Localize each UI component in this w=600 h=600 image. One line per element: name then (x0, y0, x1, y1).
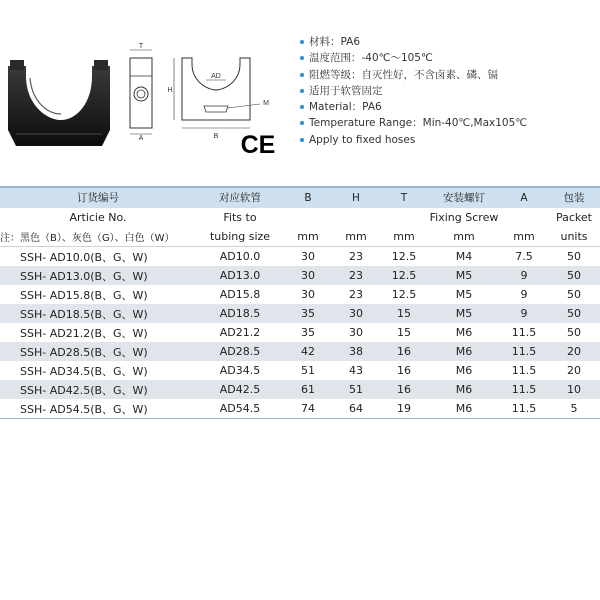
spec-item (300, 99, 527, 115)
col-header-t-en (380, 208, 428, 228)
cell-packet: 20 (548, 361, 600, 380)
cell-t: 16 (380, 342, 428, 361)
cell-tubing: AD42.5 (196, 380, 284, 399)
label-h: H (167, 87, 173, 94)
cell-h: 23 (332, 247, 380, 267)
cell-article: SSH- AD54.5(B、G、W) (0, 399, 196, 419)
header-row-cn (0, 187, 600, 208)
table-row (0, 285, 600, 304)
col-header-screw-cn: 安装螺钉 (428, 187, 500, 208)
table-row (0, 399, 600, 419)
bullet-icon (300, 40, 304, 44)
cell-b: 35 (284, 323, 332, 342)
unit-packet: units (548, 227, 600, 247)
label-t: T (138, 43, 144, 50)
spec-text: Apply to fixed hoses (309, 133, 416, 146)
label-a: A (138, 135, 144, 140)
cell-b: 30 (284, 285, 332, 304)
header-row-en (0, 208, 600, 228)
unit-a: mm (500, 227, 548, 247)
col-header-h: H (332, 187, 380, 208)
cell-article: SSH- AD28.5(B、G、W) (0, 342, 196, 361)
cell-t: 16 (380, 361, 428, 380)
spec-text: Temperature Range：Min-40℃,Max105℃ (309, 117, 528, 130)
cell-b: 30 (284, 247, 332, 267)
cell-a: 11.5 (500, 342, 548, 361)
spec-item (300, 67, 527, 83)
cell-tubing: AD21.2 (196, 323, 284, 342)
header-row-units (0, 227, 600, 247)
cell-b: 61 (284, 380, 332, 399)
table-row (0, 361, 600, 380)
col-header-tubing-en: Fits to (196, 208, 284, 228)
bullet-icon (300, 56, 304, 60)
label-b: B (213, 133, 219, 140)
cell-tubing: AD15.8 (196, 285, 284, 304)
cell-a: 11.5 (500, 361, 548, 380)
cell-packet: 50 (548, 323, 600, 342)
spec-item (300, 34, 527, 50)
col-header-packet-cn: 包装 (548, 187, 600, 208)
cell-a: 11.5 (500, 380, 548, 399)
spec-table-wrapper (0, 186, 600, 419)
cell-packet: 50 (548, 266, 600, 285)
spec-text: 温度范围：-40℃～105℃ (309, 52, 433, 65)
bullet-icon (300, 121, 304, 125)
cell-t: 16 (380, 380, 428, 399)
cell-tubing: AD13.0 (196, 266, 284, 285)
col-header-packet-en: Packet (548, 208, 600, 228)
col-header-article-en: Articie No. (0, 208, 196, 228)
table-row (0, 323, 600, 342)
bullet-icon (300, 73, 304, 77)
spec-text: 阻燃等级：自灭性好，不含卤素、磷、镉 (309, 68, 498, 81)
cell-a: 9 (500, 266, 548, 285)
ce-mark-text: CE (240, 131, 276, 158)
cell-b: 42 (284, 342, 332, 361)
bullet-icon (300, 89, 304, 93)
technical-drawing (120, 42, 280, 140)
table-row (0, 304, 600, 323)
cell-a: 11.5 (500, 323, 548, 342)
cell-article: SSH- AD13.0(B、G、W) (0, 266, 196, 285)
cell-screw: M4 (428, 247, 500, 267)
cell-screw: M6 (428, 399, 500, 419)
cell-tubing: AD54.5 (196, 399, 284, 419)
cell-screw: M5 (428, 285, 500, 304)
cell-article: SSH- AD21.2(B、G、W) (0, 323, 196, 342)
cell-screw: M6 (428, 380, 500, 399)
cell-tubing: AD10.0 (196, 247, 284, 267)
unit-h: mm (332, 227, 380, 247)
cell-h: 43 (332, 361, 380, 380)
cell-b: 35 (284, 304, 332, 323)
table-row (0, 266, 600, 285)
col-header-screw-en: Fixing Screw (428, 208, 500, 228)
cell-tubing: AD34.5 (196, 361, 284, 380)
cell-article: SSH- AD18.5(B、G、W) (0, 304, 196, 323)
cell-article: SSH- AD10.0(B、G、W) (0, 247, 196, 267)
ce-mark-logo (238, 130, 278, 158)
cell-b: 30 (284, 266, 332, 285)
bullet-icon (300, 138, 304, 142)
col-header-tubing-cn: 对应软管 (196, 187, 284, 208)
product-photo (4, 54, 114, 146)
cell-a: 9 (500, 304, 548, 323)
cell-h: 64 (332, 399, 380, 419)
cell-t: 12.5 (380, 247, 428, 267)
cell-packet: 20 (548, 342, 600, 361)
col-header-tubing-size: tubing size (196, 227, 284, 247)
cell-tubing: AD28.5 (196, 342, 284, 361)
spec-text: 适用于软管固定 (309, 84, 383, 97)
unit-t: mm (380, 227, 428, 247)
cell-h: 23 (332, 285, 380, 304)
spec-item (300, 132, 527, 148)
col-header-b: B (284, 187, 332, 208)
cell-t: 12.5 (380, 285, 428, 304)
cell-a: 7.5 (500, 247, 548, 267)
col-header-b-en (284, 208, 332, 228)
cell-packet: 50 (548, 285, 600, 304)
label-m: M (263, 100, 269, 107)
cell-h: 51 (332, 380, 380, 399)
cell-packet: 50 (548, 304, 600, 323)
col-header-h-en (332, 208, 380, 228)
col-header-article-cn: 订货编号 (0, 187, 196, 208)
cell-screw: M6 (428, 342, 500, 361)
cell-t: 15 (380, 323, 428, 342)
table-row (0, 247, 600, 267)
spec-text: Material：PA6 (309, 101, 382, 114)
col-header-a-en (500, 208, 548, 228)
table-row (0, 380, 600, 399)
cell-screw: M5 (428, 304, 500, 323)
color-legend-note: 注：黑色（B）、灰色（G）、白色（W） (0, 227, 196, 247)
col-header-a: A (500, 187, 548, 208)
unit-screw: mm (428, 227, 500, 247)
cell-b: 51 (284, 361, 332, 380)
table-row (0, 342, 600, 361)
cell-h: 38 (332, 342, 380, 361)
label-ad: AD (211, 73, 221, 80)
cell-packet: 10 (548, 380, 600, 399)
cell-screw: M5 (428, 266, 500, 285)
cell-screw: M6 (428, 323, 500, 342)
col-header-t: T (380, 187, 428, 208)
spec-list (300, 34, 527, 148)
unit-b: mm (284, 227, 332, 247)
cell-a: 11.5 (500, 399, 548, 419)
spec-text: 材料：PA6 (309, 36, 361, 48)
cell-t: 15 (380, 304, 428, 323)
bullet-icon (300, 105, 304, 109)
cell-article: SSH- AD34.5(B、G、W) (0, 361, 196, 380)
cell-t: 19 (380, 399, 428, 419)
cell-article: SSH- AD42.5(B、G、W) (0, 380, 196, 399)
spec-item (300, 115, 527, 131)
cell-packet: 50 (548, 247, 600, 267)
spec-item (300, 50, 527, 66)
cell-article: SSH- AD15.8(B、G、W) (0, 285, 196, 304)
cell-h: 30 (332, 323, 380, 342)
cell-h: 23 (332, 266, 380, 285)
spec-table (0, 186, 600, 419)
cell-a: 9 (500, 285, 548, 304)
spec-item (300, 83, 527, 99)
cell-screw: M6 (428, 361, 500, 380)
cell-h: 30 (332, 304, 380, 323)
cell-t: 12.5 (380, 266, 428, 285)
cell-b: 74 (284, 399, 332, 419)
cell-packet: 5 (548, 399, 600, 419)
cell-tubing: AD18.5 (196, 304, 284, 323)
